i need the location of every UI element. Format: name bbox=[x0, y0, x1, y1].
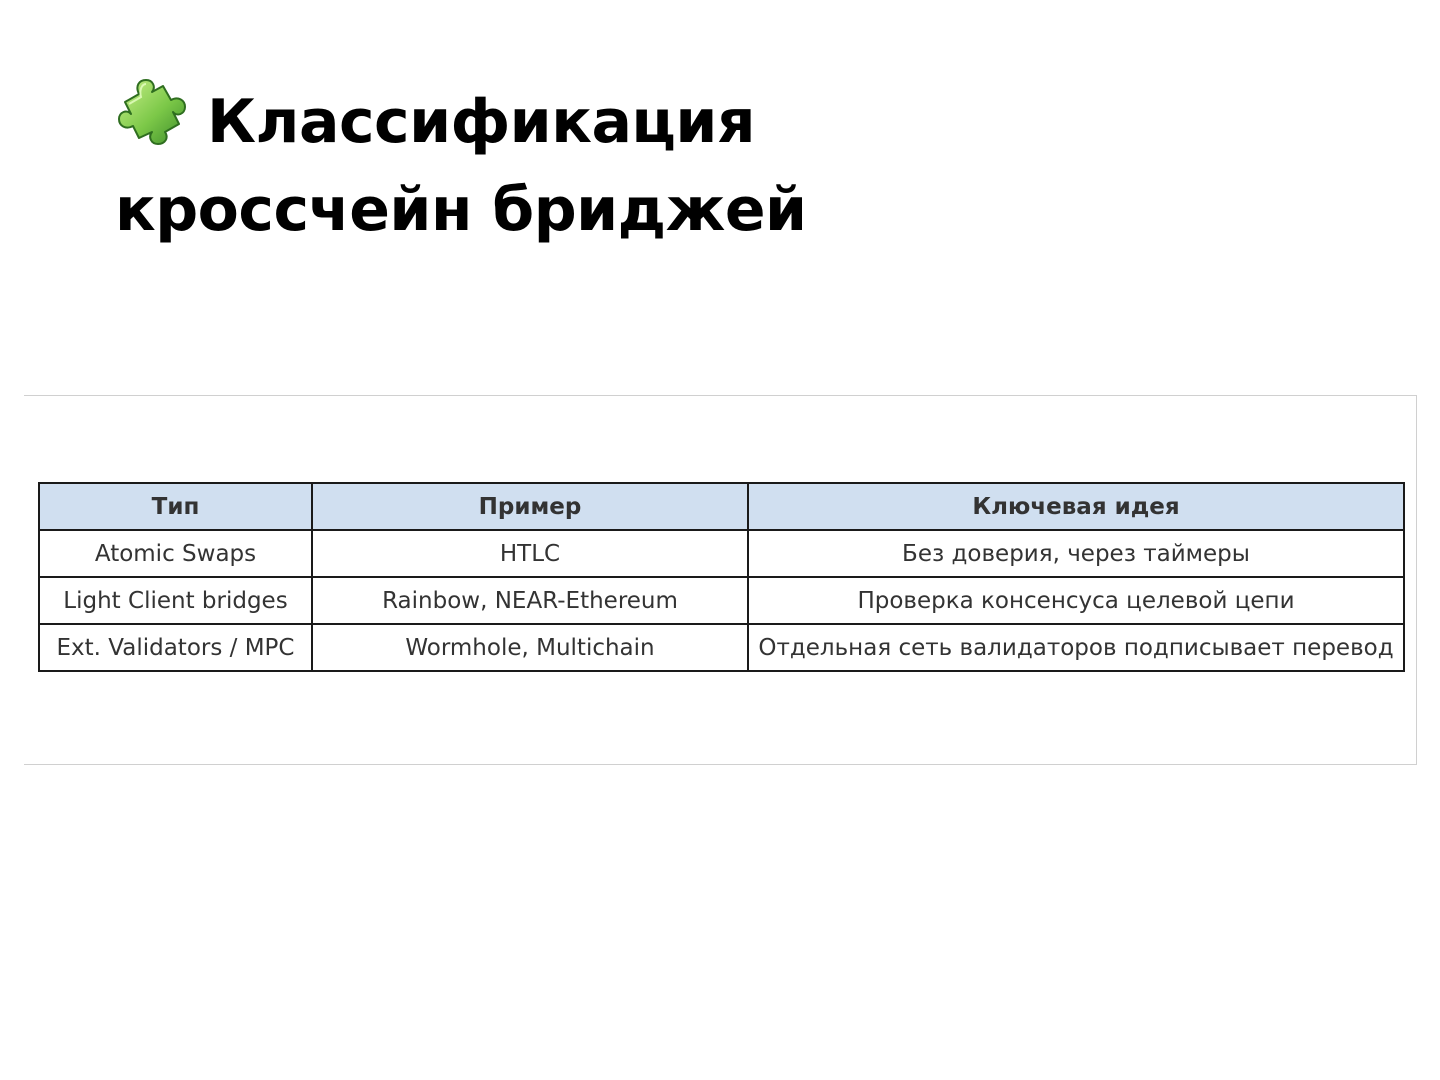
cell-type: Atomic Swaps bbox=[39, 530, 312, 577]
puzzle-piece-icon bbox=[115, 72, 189, 146]
table-row bbox=[39, 530, 1404, 577]
cell-example: HTLC bbox=[312, 530, 748, 577]
cell-example: Rainbow, NEAR-Ethereum bbox=[312, 577, 748, 624]
table-row bbox=[39, 577, 1404, 624]
cell-type: Light Client bridges bbox=[39, 577, 312, 624]
slide-title bbox=[115, 72, 1115, 254]
cell-type: Ext. Validators / MPC bbox=[39, 624, 312, 671]
table-row bbox=[39, 624, 1404, 671]
cell-key-idea: Без доверия, через таймеры bbox=[748, 530, 1404, 577]
cell-key-idea: Отдельная сеть валидаторов подписывает перевод bbox=[748, 624, 1404, 671]
bridge-classification-table bbox=[38, 482, 1405, 672]
cell-key-idea: Проверка консенсуса целевой цепи bbox=[748, 577, 1404, 624]
cell-example: Wormhole, Multichain bbox=[312, 624, 748, 671]
header-example: Пример bbox=[312, 483, 748, 530]
header-key-idea: Ключевая идея bbox=[748, 483, 1404, 530]
header-type: Тип bbox=[39, 483, 312, 530]
slide-title-text: Классификация кроссчейн бриджей bbox=[115, 87, 807, 245]
table-header-row bbox=[39, 483, 1404, 530]
table-figure bbox=[24, 395, 1417, 765]
